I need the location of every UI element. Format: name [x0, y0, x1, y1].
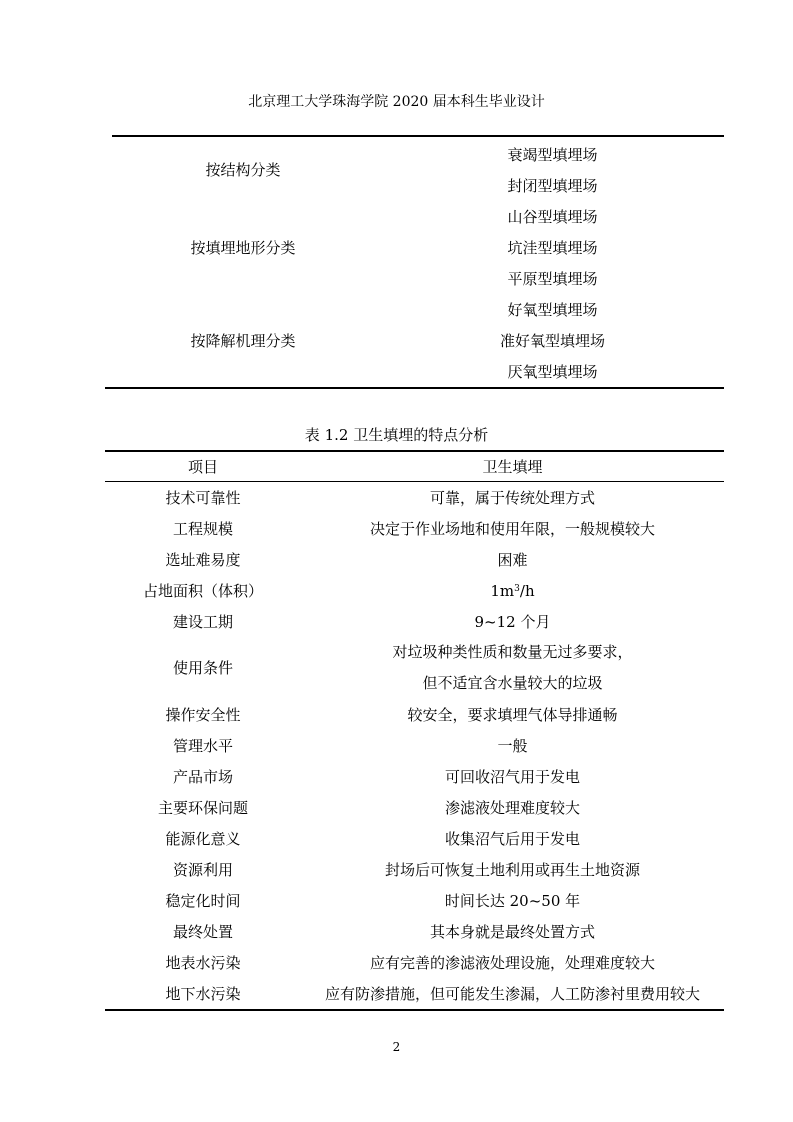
type-cell: 山谷型填埋场	[507, 207, 598, 226]
type-cell: 好氧型填埋场	[507, 300, 598, 319]
item-cell: 地下水污染	[105, 978, 301, 1010]
item-cell: 占地面积（体积）	[142, 581, 263, 600]
item-cell: 操作安全性	[165, 705, 241, 724]
table-row	[105, 575, 724, 606]
item-cell: 管理水平	[172, 736, 233, 755]
value-unit: /h	[519, 581, 535, 600]
table-row	[105, 606, 724, 637]
item-cell: 地表水污染	[165, 953, 241, 972]
landfill-classification-table	[105, 139, 724, 389]
value-cell: 收集沼气后用于发电	[444, 829, 580, 848]
table-row	[105, 823, 724, 854]
value-superscript: 3	[514, 583, 520, 594]
table-row	[105, 544, 724, 575]
table-row	[105, 885, 724, 916]
value-cell	[301, 575, 724, 606]
table-caption: 表 1.2 卫生填埋的特点分析	[304, 426, 489, 444]
header-divider	[112, 135, 724, 137]
item-cell: 技术可靠性	[165, 488, 241, 507]
value-cell: 可靠，属于传统处理方式	[429, 488, 595, 507]
table-row	[105, 699, 724, 730]
table-row	[105, 916, 724, 947]
value-cell: 困难	[497, 550, 528, 569]
page-number: 2	[392, 1040, 401, 1054]
type-cell: 厌氧型填埋场	[381, 356, 724, 388]
item-cell: 资源利用	[172, 860, 233, 879]
value-cell: 封场后可恢复土地利用或再生土地资源	[384, 860, 640, 879]
item-cell: 选址难易度	[165, 550, 241, 569]
value-cell: 应有防渗措施，但可能发生渗漏，人工防渗衬里费用较大	[301, 978, 724, 1010]
category-cell: 按结构分类	[205, 161, 281, 179]
value-cell: 应有完善的渗滤液处理设施，处理难度较大	[369, 953, 655, 972]
table-row	[105, 513, 724, 544]
table-row	[105, 482, 724, 514]
value-cell: 可回收沼气用于发电	[444, 767, 580, 786]
type-cell: 衰竭型填埋场	[507, 145, 598, 164]
value-cell: 一般	[497, 736, 528, 755]
value-cell: 较安全，要求填埋气体导排通畅	[407, 705, 618, 724]
category-cell: 按填埋地形分类	[190, 238, 296, 257]
type-cell: 平原型填埋场	[507, 269, 598, 288]
table-row	[105, 201, 724, 232]
table-row	[105, 637, 724, 699]
value-cell: 其本身就是最终处置方式	[429, 922, 595, 941]
item-cell: 使用条件	[172, 659, 233, 677]
table-row	[105, 294, 724, 325]
type-cell: 封闭型填埋场	[507, 176, 598, 195]
table-row	[105, 978, 724, 1010]
table-row	[105, 854, 724, 885]
value-line: 但不适宜含水量较大的垃圾	[422, 674, 603, 692]
value-cell: 渗滤液处理难度较大	[444, 798, 580, 817]
item-cell: 能源化意义	[165, 829, 241, 848]
type-cell: 坑洼型填埋场	[507, 238, 598, 257]
value-cell: 9~12 个月	[474, 612, 551, 631]
item-cell: 建设工期	[172, 612, 233, 631]
column-header-landfill: 卫生填埋	[301, 451, 724, 482]
column-header-item: 项目	[105, 451, 301, 482]
table-row	[105, 761, 724, 792]
type-cell: 准好氧型填埋场	[499, 331, 605, 350]
item-cell: 稳定化时间	[165, 891, 241, 910]
item-cell: 最终处置	[172, 922, 233, 941]
table-row	[105, 139, 724, 170]
item-cell: 主要环保问题	[157, 798, 248, 817]
item-cell: 工程规模	[172, 519, 233, 538]
value-cell: 决定于作业场地和使用年限，一般规模较大	[369, 519, 655, 538]
table-row	[105, 947, 724, 978]
sanitary-landfill-features-table	[105, 450, 724, 1011]
category-cell: 按降解机理分类	[105, 294, 381, 388]
item-cell: 产品市场	[172, 767, 233, 786]
value-cell	[301, 637, 724, 699]
page-header-title: 北京理工大学珠海学院 2020 届本科生毕业设计	[248, 94, 545, 110]
value-cell: 时间长达 20~50 年	[444, 891, 581, 910]
value-base: 1m	[490, 581, 515, 600]
table-row	[105, 792, 724, 823]
table-row	[105, 730, 724, 761]
value-line: 对垃圾种类性质和数量无过多要求，	[392, 643, 633, 661]
table-header-row	[105, 451, 724, 482]
